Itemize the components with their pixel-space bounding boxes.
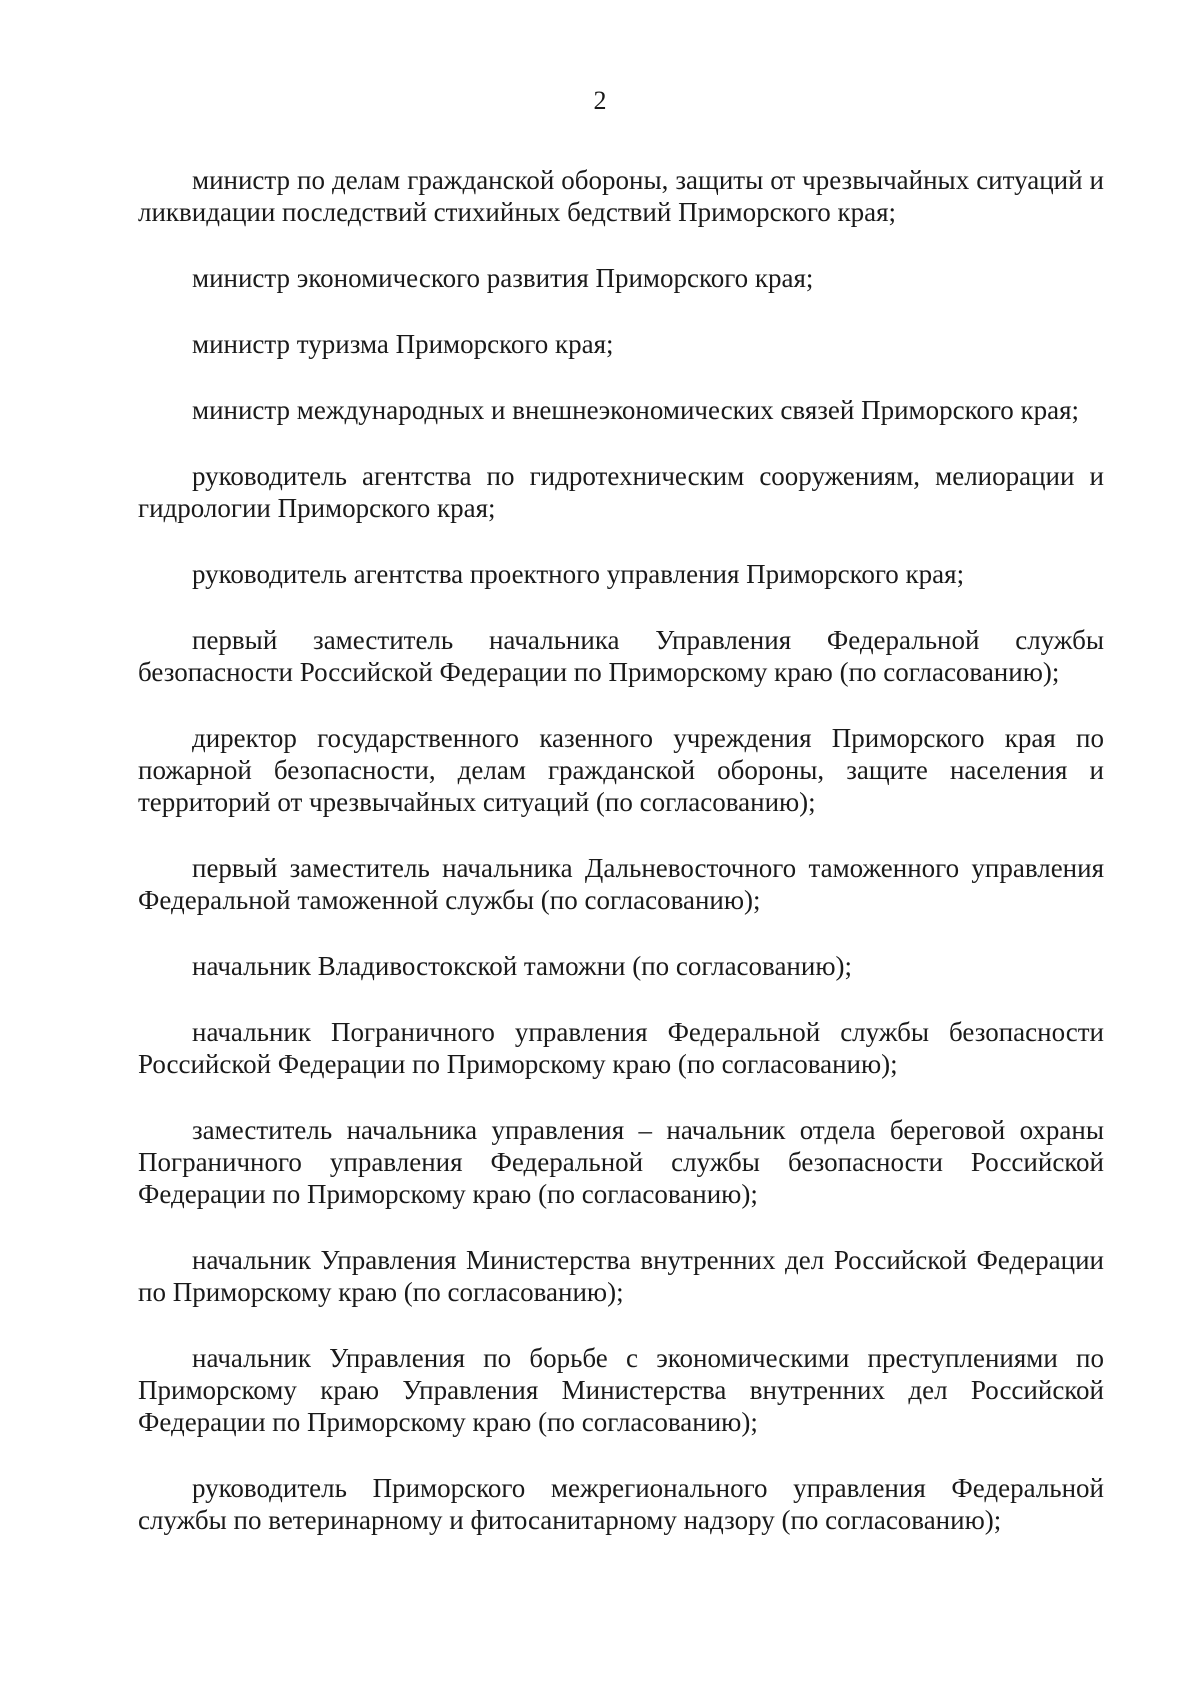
paragraph: руководитель Приморского межрегионального управления Федеральной службы по ветеринарному и фитосанитарному надзору (по согласованию); [138,1473,1104,1535]
page-number: 2 [593,86,607,115]
paragraph: начальник Управления по борьбе с экономическими преступлениями по Приморскому краю Управления Министерства внутренних дел Российской Федерации по Приморскому краю (по согласованию); [138,1343,1104,1437]
paragraph: первый заместитель начальника Управления Федеральной службы безопасности Российской Федерации по Приморскому краю (по согласованию); [138,625,1104,687]
paragraph: заместитель начальника управления – начальник отдела береговой охраны Пограничного управления Федеральной службы безопасности Российской Федерации по Приморскому краю (по согласованию); [138,1115,1104,1209]
paragraph: директор государственного казенного учреждения Приморского края по пожарной безопасности, делам гражданской обороны, защите населения и территорий от чрезвычайных ситуаций (по согласованию); [138,723,1104,817]
paragraph: руководитель агентства проектного управления Приморского края; [192,559,965,589]
document-body [138,164,1104,1570]
paragraph: министр по делам гражданской обороны, защиты от чрезвычайных ситуаций и ликвидации последствий стихийных бедствий Приморского края; [138,165,1104,227]
paragraph: министр экономического развития Приморского края; [192,263,814,293]
paragraph: начальник Владивостокской таможни (по согласованию); [192,951,852,981]
paragraph: министр туризма Приморского края; [192,329,614,359]
paragraph: министр международных и внешнеэкономических связей Приморского края; [192,395,1080,425]
paragraph: начальник Пограничного управления Федеральной службы безопасности Российской Федерации по Приморскому краю (по согласованию); [138,1017,1104,1079]
paragraph: руководитель агентства по гидротехническим сооружениям, мелиорации и гидрологии Приморского края; [138,461,1104,523]
paragraph: первый заместитель начальника Дальневосточного таможенного управления Федеральной таможенной службы (по согласованию); [138,853,1104,915]
paragraph: начальник Управления Министерства внутренних дел Российской Федерации по Приморскому краю (по согласованию); [138,1245,1104,1307]
